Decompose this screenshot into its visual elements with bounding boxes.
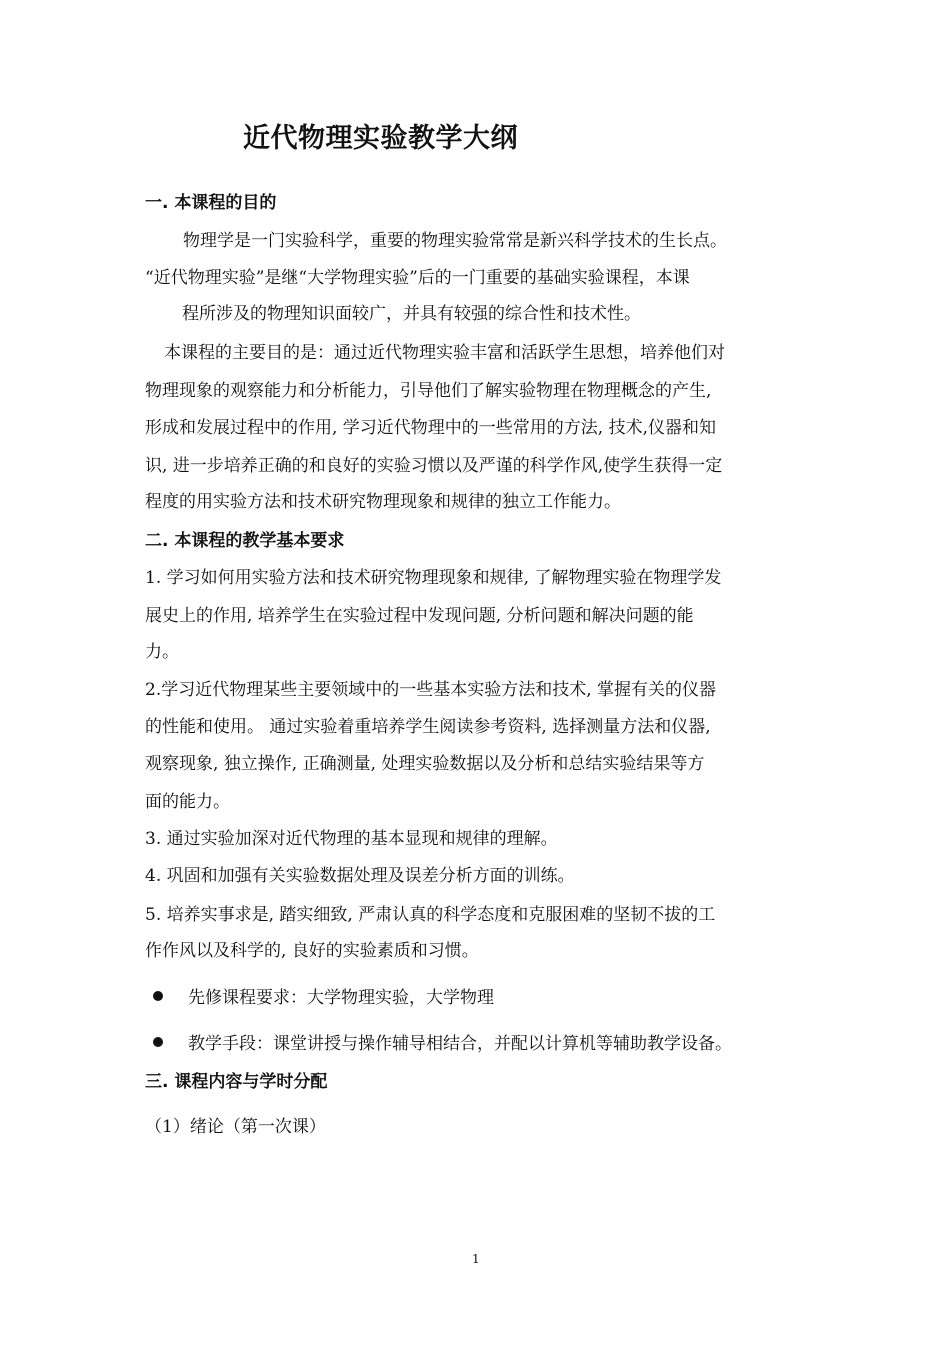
bullet-dot-icon xyxy=(153,1037,163,1047)
section-2-line: 的性能和使用。 通过实验着重培养学生阅读参考资料, 选择测量方法和仪器, xyxy=(145,717,711,737)
section-2-line: 5. 培养实事求是, 踏实细致, 严肃认真的科学态度和克服困难的坚韧不拔的工 xyxy=(145,905,716,925)
section-2-line: 观察现象, 独立操作, 正确测量, 处理实验数据以及分析和总结实验结果等方 xyxy=(145,754,705,774)
section-2-heading: 二. 本课程的教学基本要求 xyxy=(145,531,345,551)
bullet-text: 教学手段：课堂讲授与操作辅导相结合，并配以计算机等辅助教学设备。 xyxy=(188,1034,732,1054)
section-2-line: 面的能力。 xyxy=(145,792,230,812)
bullet-dot-icon xyxy=(153,991,163,1001)
section-1-line: 识, 进一步培养正确的和良好的实验习惯以及严谨的科学作风,使学生获得一定 xyxy=(145,456,723,476)
section-1-line: 程所涉及的物理知识面较广，并具有较强的综合性和技术性。 xyxy=(182,304,641,324)
section-1-line: 形成和发展过程中的作用, 学习近代物理中的一些常用的方法, 技术,仪器和知 xyxy=(145,418,717,438)
section-2-line: 展史上的作用, 培养学生在实验过程中发现问题, 分析问题和解决问题的能 xyxy=(145,606,694,626)
section-2-line: 1. 学习如何用实验方法和技术研究物理现象和规律, 了解物理实验在物理学发 xyxy=(145,568,722,588)
section-1-line: 本课程的主要目的是：通过近代物理实验丰富和活跃学生思想，培养他们对 xyxy=(164,343,725,363)
bullet-item xyxy=(153,983,494,1008)
section-1-line: 程度的用实验方法和技术研究物理现象和规律的独立工作能力。 xyxy=(145,492,621,512)
section-1-line: 物理现象的观察能力和分析能力，引导他们了解实验物理在物理概念的产生, xyxy=(145,381,712,401)
section-2-line: 3. 通过实验加深对近代物理的基本显现和规律的理解。 xyxy=(145,829,558,849)
section-1-heading: 一. 本课程的目的 xyxy=(145,193,277,213)
section-3-heading: 三. 课程内容与学时分配 xyxy=(145,1072,328,1092)
section-1-line: 物理学是一门实验科学，重要的物理实验常常是新兴科学技术的生长点。 xyxy=(183,231,727,251)
bullet-text: 先修课程要求：大学物理实验，大学物理 xyxy=(188,988,494,1008)
section-2-line: 2.学习近代物理某些主要领域中的一些基本实验方法和技术, 掌握有关的仪器 xyxy=(145,680,717,700)
section-2-line: 4. 巩固和加强有关实验数据处理及误差分析方面的训练。 xyxy=(145,866,575,886)
section-3-line: （1）绪论（第一次课） xyxy=(145,1117,326,1137)
bullet-item xyxy=(153,1029,732,1054)
document-title: 近代物理实验教学大纲 xyxy=(243,123,518,154)
section-2-line: 作作风以及科学的, 良好的实验素质和习惯。 xyxy=(145,941,479,961)
page-number: 1 xyxy=(472,1252,480,1266)
section-2-line: 力。 xyxy=(145,642,179,662)
section-1-line: “近代物理实验”是继“大学物理实验”后的一门重要的基础实验课程，本课 xyxy=(145,268,690,288)
